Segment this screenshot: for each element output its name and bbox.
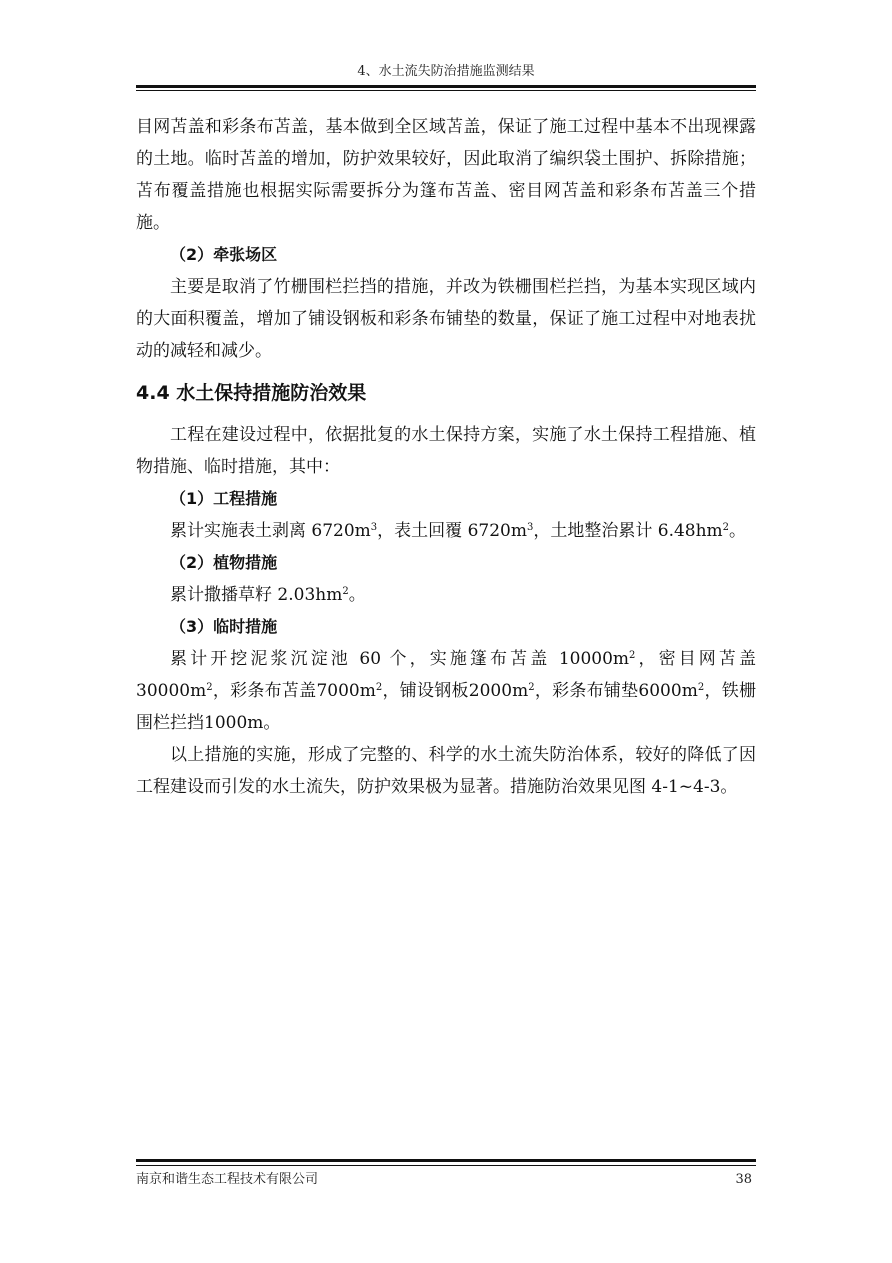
paragraph-engineering-measures: 累计实施表土剥离 $6720m^3$，表土回覆 $6720m^3$，土地整治累计 $6.48hm^2$。 (170, 521, 747, 541)
footer-company-name: 南京和谐生态工程技术有限公司 (136, 1172, 319, 1187)
page-body (136, 111, 756, 803)
subheading-temporary-measures: （3）临时措施 (170, 617, 278, 636)
subheading-tension-field: （2）牵张场区 (170, 245, 278, 264)
paragraph-plant-measures: 累计撒播草籽 $2.03hm^2$。 (170, 585, 366, 605)
footer-page-number: 38 (735, 1172, 752, 1187)
paragraph-tension-field: 主要是取消了竹栅围栏拦挡的措施，并改为铁栅围栏拦挡，为基本实现区域内的大面积覆盖，增加了铺设钢板和彩条布铺垫的数量，保证了施工过程中对地表扰动的减轻和减少。 (136, 277, 756, 361)
footer-rule-thick (136, 1159, 756, 1162)
header-rule-thin (136, 90, 756, 91)
header-rule-thick (136, 85, 756, 88)
paragraph-continued: 目网苫盖和彩条布苫盖，基本做到全区域苫盖，保证了施工过程中基本不出现裸露的土地。临时苫盖的增加，防护效果较好，因此取消了编织袋土围护、拆除措施；苫布覆盖措施也根据实际需要拆分为篷布苫盖、密目网苫盖和彩条布苫盖三个措施。 (136, 117, 756, 233)
subheading-engineering-measures: （1）工程措施 (170, 489, 278, 508)
paragraph-conclusion: 以上措施的实施，形成了完整的、科学的水土流失防治体系，较好的降低了因工程建设而引发的水土流失，防护效果极为显著。措施防治效果见图 4-1~4-3。 (136, 745, 756, 797)
page-header-title: 4、水土流失防治措施监测结果 (357, 64, 535, 79)
paragraph-temporary-measures: 累计开挖泥浆沉淀池 60 个，实施篷布苫盖 $10000m^2$，密目网苫盖 $30000m^2$，彩条布苫盖$7000m^2$，铺设钢板$2000m^2$，彩条布铺垫$6000m^2$，铁栅围栏拦挡1000m。 (136, 649, 757, 733)
paragraph-intro: 工程在建设过程中，依据批复的水土保持方案，实施了水土保持工程措施、植物措施、临时措施，其中： (136, 425, 756, 477)
section-heading-4-4: 4.4 水土保持措施防治效果 (136, 382, 367, 404)
subheading-plant-measures: （2）植物措施 (170, 553, 278, 572)
footer-rule-thin (136, 1165, 756, 1166)
